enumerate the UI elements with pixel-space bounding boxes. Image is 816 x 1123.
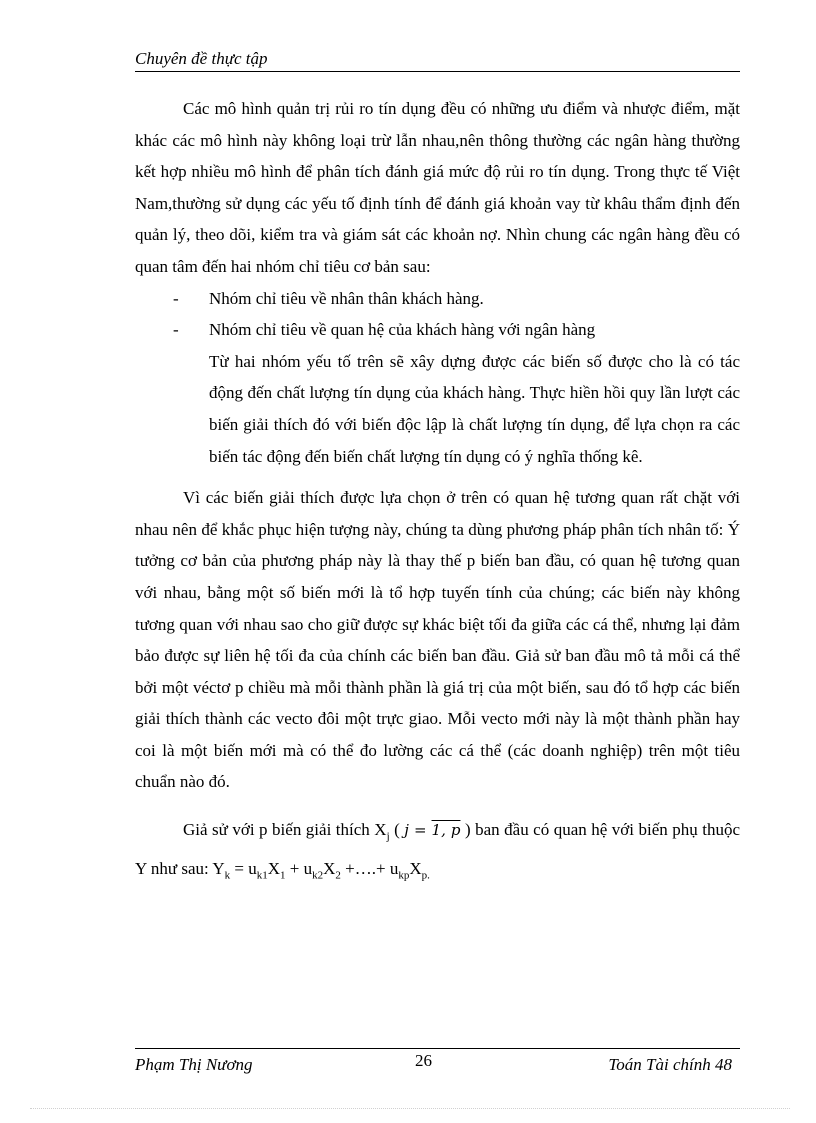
paragraph-2: Từ hai nhóm yếu tố trên sẽ xây dựng được các biến số được cho là có tác động đến chất lượng tín dụng của khách hàng. Thực hiền hồi quy lần lượt các biến giải thích đó với biến độc lập là chất lượng tín dụng, để lựa chọn ra các biến tác động đến biến chất lượng tín dụng có ý nghĩa thống kê. xyxy=(209,351,740,466)
text-run: = u xyxy=(230,859,257,879)
paragraph-4 xyxy=(135,814,740,892)
bullet-item: - Nhóm chỉ tiêu về quan hệ của khách hàng với ngân hàng xyxy=(135,314,740,346)
text-run: + u xyxy=(285,859,313,879)
bullet-list xyxy=(135,283,740,346)
page-edge-dotted-line xyxy=(30,1108,790,1109)
page-body xyxy=(135,93,740,892)
subscript: kp xyxy=(398,869,410,882)
footer-rule xyxy=(135,1048,740,1049)
page-footer xyxy=(135,1048,740,1077)
subscript: k2 xyxy=(312,869,324,882)
subscript: j xyxy=(386,830,390,843)
footer-author: Phạm Thị Nương xyxy=(135,1055,253,1074)
subscript: 2 xyxy=(335,869,341,882)
text-run: X xyxy=(323,859,336,879)
math-index: j xyxy=(404,821,409,840)
footer-row xyxy=(135,1051,740,1077)
math-equals: = xyxy=(408,821,432,840)
subscript: p. xyxy=(421,869,430,882)
text-run: ( xyxy=(389,820,405,840)
text-run: Giả sử với p biến giải thích X xyxy=(183,820,387,840)
subscript: k1 xyxy=(256,869,268,882)
footer-class: Toán Tài chính 48 xyxy=(608,1055,732,1074)
header-rule xyxy=(135,71,740,72)
subscript: k xyxy=(224,869,231,882)
header-title: Chuyên đề thực tập xyxy=(135,49,268,68)
text-run: X xyxy=(409,859,422,879)
text-run: ) ban đầu có quan hệ với biến phụ thuộc Y như sau: Y xyxy=(135,820,741,879)
page-header xyxy=(135,48,740,72)
subscript: 1 xyxy=(280,869,286,882)
paragraph-1: Các mô hình quản trị rủi ro tín dụng đều có những ưu điểm và nhược điểm, mặt khác các mô hình này không loại trừ lẫn nhau,nên thông thường các ngân hàng thường kết hợp nhiều mô hình để phân tích đánh giá mức độ rủi ro tín dụng. Trong thực tế Việt Nam,thường sử dụng các yếu tố định tính để đánh giá khoản vay từ khâu thẩm định đến quản lý, theo dõi, kiểm tra và giám sát các khoản nợ. Nhìn chung các ngân hàng đều có quan tâm đến hai nhóm chỉ tiêu cơ bản sau: xyxy=(135,99,740,276)
math-range: 1, p xyxy=(431,821,461,840)
bullet-item: - Nhóm chỉ tiêu về nhân thân khách hàng. xyxy=(135,283,740,315)
page-number: 26 xyxy=(415,1051,432,1070)
text-run: +….+ u xyxy=(340,859,399,879)
text-run: X xyxy=(267,859,281,879)
paragraph-3: Vì các biến giải thích được lựa chọn ở trên có quan hệ tương quan rất chặt với nhau nên để khắc phục hiện tượng này, chúng ta dùng phương pháp phân tích nhân tố: Ý tưởng cơ bản của phương pháp này là thay thế p biến ban đầu, có quan hệ tương quan với nhau, bằng một số biến mới là tổ hợp tuyến tính của chúng; các biến này không tương quan với nhau sao cho giữ được sự khác biệt tối đa giữa các cá thể, nhưng lại đảm bảo được sự liên hệ tối đa của chính các biến ban đầu. Giả sử ban đầu mô tả mỗi cá thể bởi một véctơ p chiều mà mỗi thành phần là giá trị của một biến, sau đó tổ hợp các biến giải thích thành các vecto đôi một trực giao. Mỗi vecto mới này là một thành phần hay coi là một biến mới mà có thể đo lường các cá thể (các doanh nghiệp) trên một tiêu chuẩn nào đó. xyxy=(135,488,740,792)
